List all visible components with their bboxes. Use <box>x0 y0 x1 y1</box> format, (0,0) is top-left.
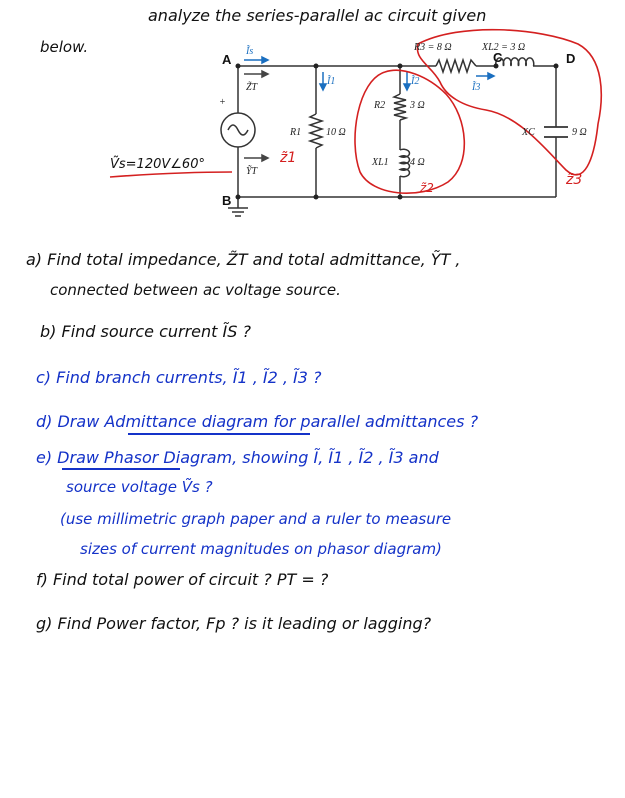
r2-label: R2 <box>374 100 386 111</box>
zt-label: Z̃T <box>246 82 258 93</box>
z3-label: z̃3 <box>566 172 583 188</box>
node-a-label: A <box>222 52 232 67</box>
ac-source-icon <box>221 113 255 147</box>
question-d: d) Draw Admittance diagram for parallel admittances ? <box>36 412 479 431</box>
node-d-label: D <box>566 51 576 66</box>
r3-label: R3 = 8 Ω <box>414 42 452 53</box>
i3-label: Ĩ3 <box>472 82 481 93</box>
header-line-1: analyze the series-parallel ac circuit given <box>148 6 487 25</box>
underline-vs <box>110 172 232 177</box>
node-c-label: C <box>493 50 503 65</box>
source-plus: + <box>219 97 226 108</box>
resistor-r2 <box>394 94 406 120</box>
xl1-label: XL1 <box>372 157 389 168</box>
circuit-diagram <box>0 0 625 230</box>
i2-label: Ĩ2 <box>411 76 420 87</box>
question-c: c) Find branch currents, Ĩ1 , Ĩ2 , Ĩ3 ? <box>36 368 322 387</box>
z1-label: z̃1 <box>280 150 297 166</box>
z2-label: z̃2 <box>420 181 434 195</box>
i1-label: Ĩ1 <box>327 76 336 87</box>
header-line-2: below. <box>40 38 89 56</box>
question-f: f) Find total power of circuit ? PT = ? <box>36 570 329 589</box>
capacitor-xc <box>544 127 568 137</box>
question-e-line-2: source voltage Ṽs ? <box>66 478 213 496</box>
underline-draw-phasor <box>62 468 180 470</box>
question-a-line-1: a) Find total impedance, Z̃T and total admittance, ỸT , <box>26 250 461 269</box>
r1-label: R1 <box>290 127 302 138</box>
xc-value: 9 Ω <box>572 127 587 138</box>
inductor-xl1 <box>400 149 409 177</box>
question-e-line-1: e) Draw Phasor Diagram, showing Ĩ, Ĩ1 , Ĩ2 , Ĩ3 and <box>36 448 439 467</box>
r1-value: 10 Ω <box>326 127 346 138</box>
r2-value: 3 Ω <box>410 100 425 111</box>
node-b-label: B <box>222 193 232 208</box>
question-b: b) Find source current ĨS ? <box>40 322 251 341</box>
question-g: g) Find Power factor, Fp ? is it leading or lagging? <box>36 614 432 633</box>
resistor-r1 <box>310 114 322 148</box>
loop-z2 <box>355 70 464 193</box>
xc-label: XC <box>522 127 535 138</box>
underline-admittance-diagram <box>128 433 310 435</box>
yt-label: ỸT <box>246 166 258 177</box>
question-e-line-4: sizes of current magnitudes on phasor diagram) <box>80 540 442 558</box>
xl1-value: 4 Ω <box>410 157 425 168</box>
xl2-label: XL2 = 3 Ω <box>482 42 526 53</box>
resistor-r3 <box>436 60 476 72</box>
vs-label: Ṽs=120V∠60° <box>110 157 205 172</box>
ground-icon <box>228 208 248 216</box>
is-label: Ĩs <box>246 46 254 57</box>
question-a-line-2: connected between ac voltage source. <box>50 281 341 299</box>
question-e-line-3: (use millimetric graph paper and a ruler to measure <box>60 510 452 528</box>
